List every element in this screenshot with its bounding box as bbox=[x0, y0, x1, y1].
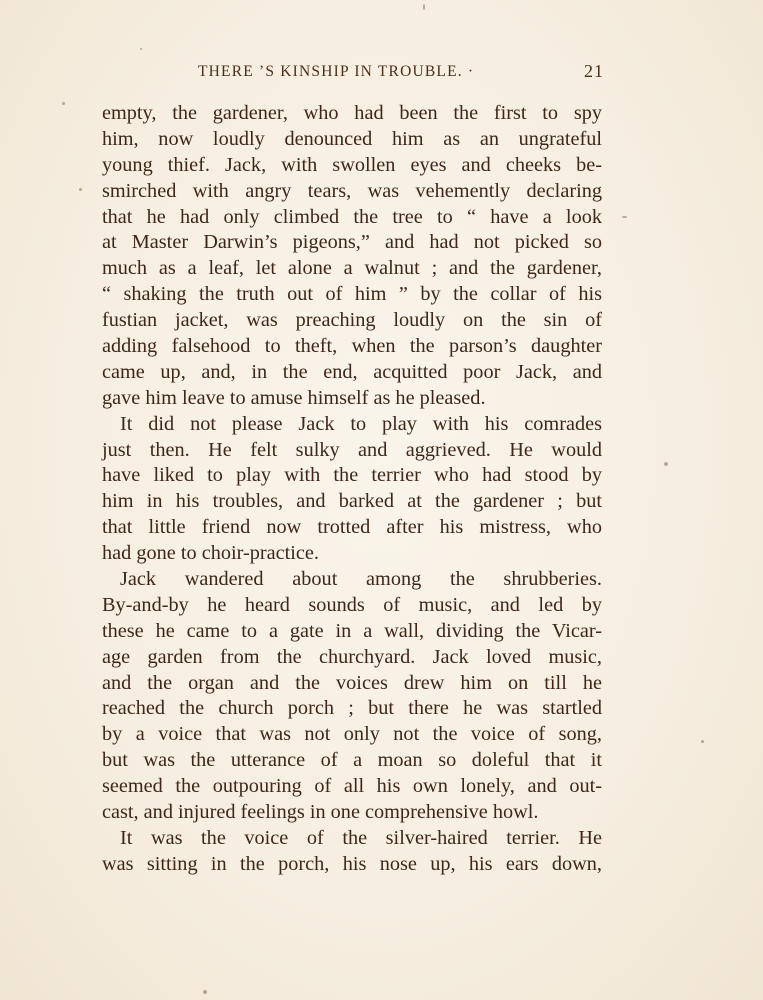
text-line: just then. He felt sulky and aggrieved. He would bbox=[102, 438, 602, 461]
text-line: reached the church porch ; but there he was startled bbox=[102, 697, 602, 720]
paper-speck bbox=[140, 48, 142, 50]
text-line: cast, and injured feelings in one comprehensive howl. bbox=[102, 801, 539, 824]
text-line: It was the voice of the silver-haired terrier. He bbox=[120, 826, 602, 849]
text-line: seemed the outpouring of all his own lonely, and out- bbox=[102, 775, 602, 798]
text-line: gave him leave to amuse himself as he pleased. bbox=[102, 386, 486, 409]
text-line: have liked to play with the terrier who had stood by bbox=[102, 464, 602, 487]
text-line: “ shaking the truth out of him ” by the collar of his bbox=[102, 283, 602, 306]
text-line: at Master Darwin’s pigeons,” and had not picked so bbox=[102, 231, 602, 254]
text-line: Jack wandered about among the shrubberies. bbox=[120, 568, 602, 591]
text-line: by a voice that was not only not the voice of song, bbox=[102, 723, 602, 746]
text-line: him in his troubles, and barked at the gardener ; but bbox=[102, 490, 602, 513]
page-number: 21 bbox=[584, 61, 604, 81]
text-line: but was the utterance of a moan so doleful that it bbox=[102, 749, 602, 772]
text-line: had gone to choir-practice. bbox=[102, 542, 319, 565]
paper-speck bbox=[622, 216, 627, 218]
body-text bbox=[102, 101, 602, 878]
text-line: came up, and, in the end, acquitted poor Jack, and bbox=[102, 360, 602, 383]
text-line: adding falsehood to theft, when the parson’s daughter bbox=[102, 335, 602, 358]
running-title: THERE ’S KINSHIP IN TROUBLE. · bbox=[198, 63, 475, 80]
text-line: smirched with angry tears, was vehemently declaring bbox=[102, 179, 602, 202]
paper-speck bbox=[423, 4, 425, 10]
text-line: It did not please Jack to play with his comrades bbox=[120, 412, 602, 435]
text-line: that little friend now trotted after his mistress, who bbox=[102, 516, 602, 539]
paper-speck bbox=[701, 740, 704, 743]
text-line: young thief. Jack, with swollen eyes and cheeks be- bbox=[102, 153, 602, 176]
text-line: him, now loudly denounced him as an ungrateful bbox=[102, 127, 602, 150]
paper-speck bbox=[79, 188, 82, 191]
paper-speck bbox=[664, 462, 668, 466]
text-line: age garden from the churchyard. Jack loved music, bbox=[102, 645, 602, 668]
text-line: that he had only climbed the tree to “ have a look bbox=[102, 205, 602, 228]
text-line: and the organ and the voices drew him on till he bbox=[102, 671, 602, 694]
running-head bbox=[198, 63, 604, 85]
text-line: By-and-by he heard sounds of music, and led by bbox=[102, 593, 602, 616]
text-line: empty, the gardener, who had been the first to spy bbox=[102, 102, 602, 124]
paper-speck bbox=[203, 990, 207, 994]
text-line: these he came to a gate in a wall, dividing the Vicar- bbox=[102, 619, 602, 642]
text-line: much as a leaf, let alone a walnut ; and the gardener, bbox=[102, 257, 602, 280]
paper-speck bbox=[62, 102, 65, 105]
text-line: fustian jacket, was preaching loudly on the sin of bbox=[102, 309, 602, 332]
text-line: was sitting in the porch, his nose up, his ears down, bbox=[102, 852, 602, 875]
